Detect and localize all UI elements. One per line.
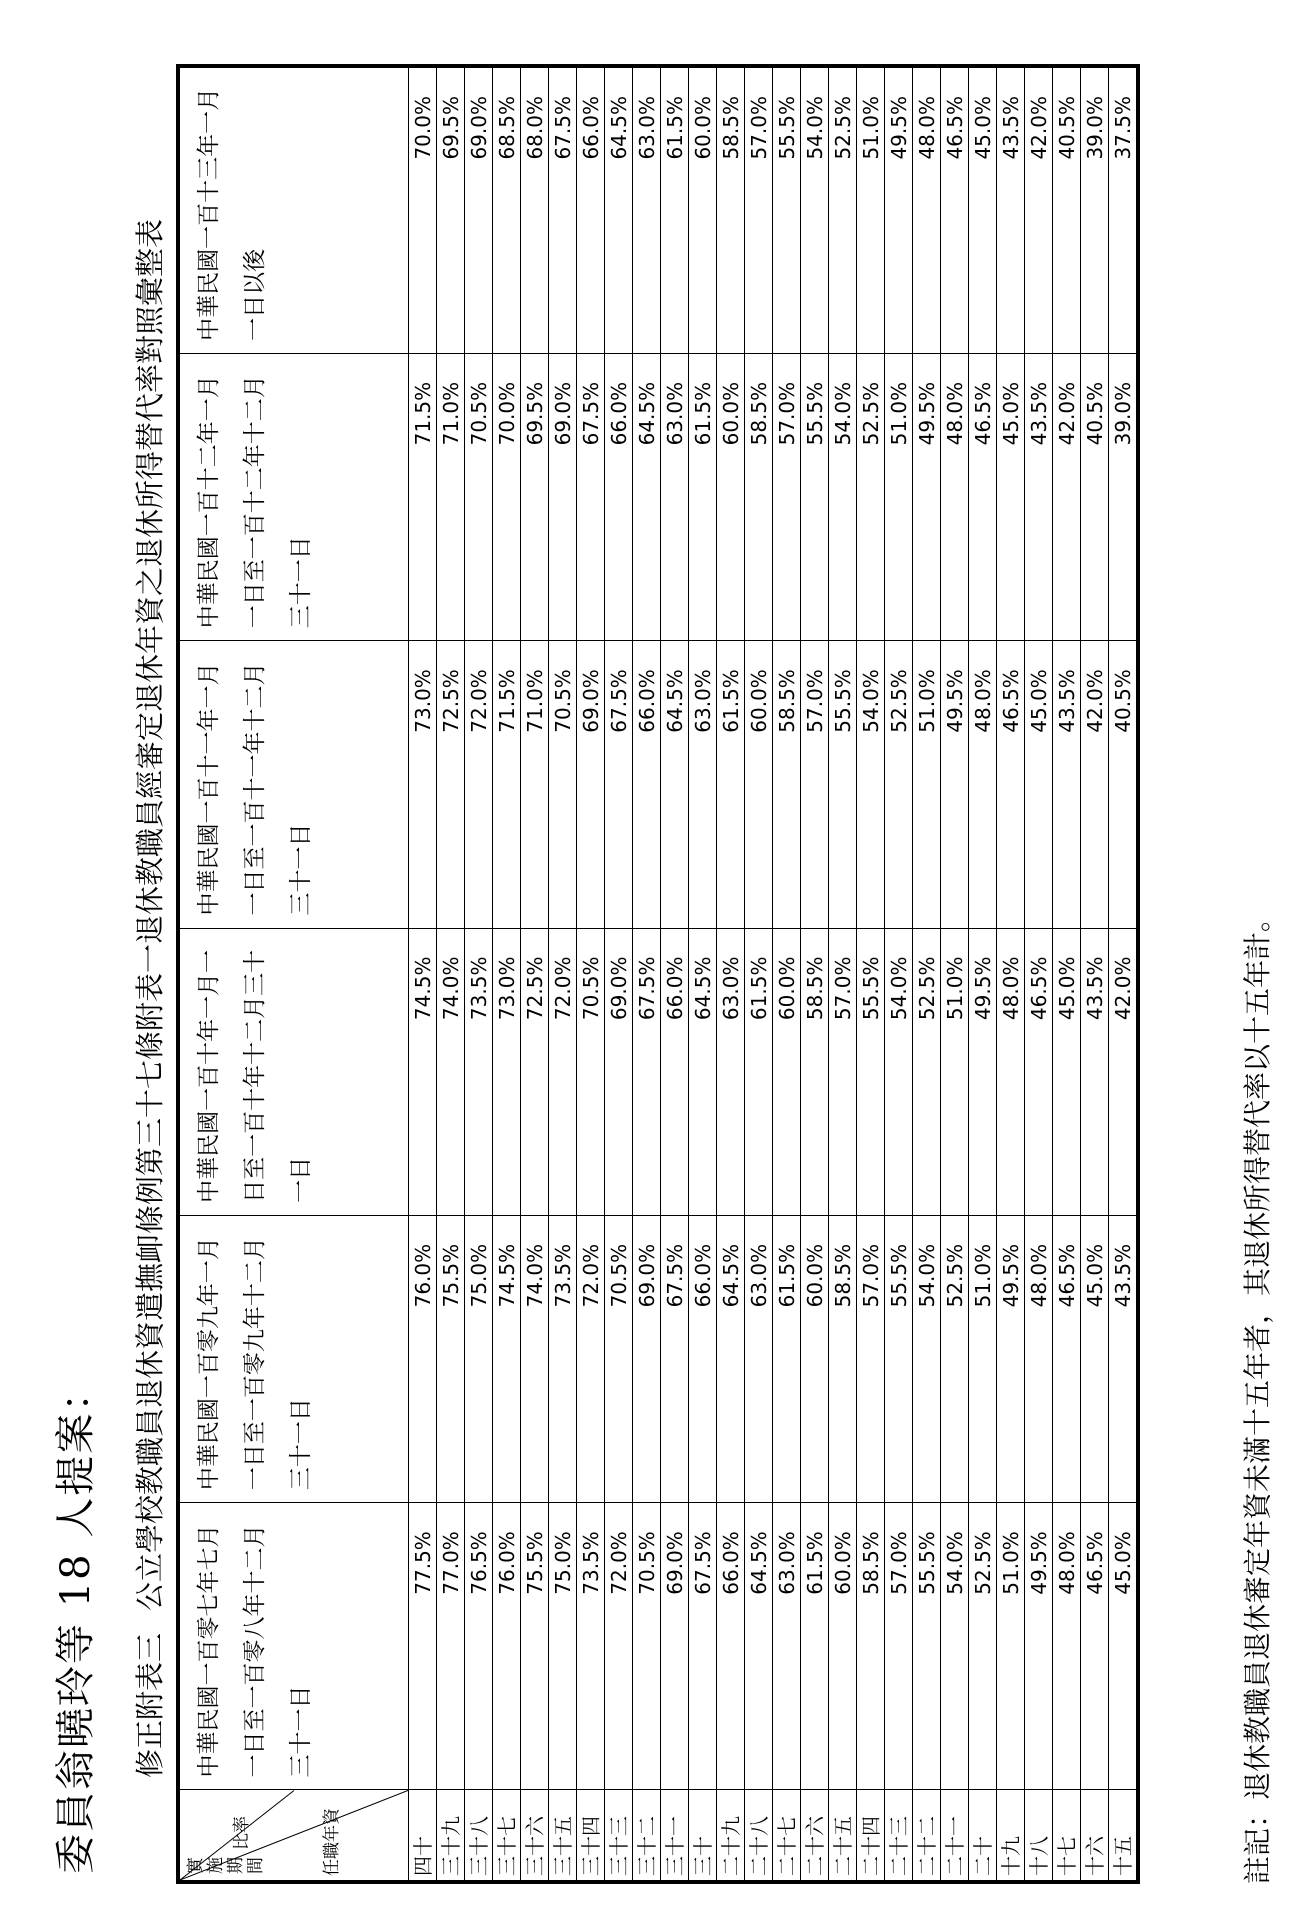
table-row: [689, 66, 717, 1882]
rate-cell: 55.5%: [801, 353, 829, 640]
rate-cell: 49.5%: [997, 1215, 1025, 1502]
rate-cell: 69.0%: [549, 353, 577, 640]
rate-cell: 42.0%: [1025, 66, 1053, 353]
rate-cell: 57.0%: [829, 928, 857, 1215]
years-cell: 十五: [1109, 1790, 1139, 1882]
table-row: [521, 66, 549, 1882]
rate-cell: 63.0%: [745, 1215, 773, 1502]
rate-cell: 42.0%: [1081, 641, 1109, 928]
rate-cell: 71.5%: [493, 641, 521, 928]
rate-cell: 61.5%: [717, 641, 745, 928]
table-row: [1081, 66, 1109, 1882]
years-cell: 三十五: [549, 1790, 577, 1882]
rate-cell: 69.5%: [437, 66, 465, 353]
rate-cell: 74.5%: [409, 928, 437, 1215]
rate-cell: 37.5%: [1109, 66, 1139, 353]
rate-cell: 72.0%: [605, 1503, 633, 1790]
years-cell: 十八: [1025, 1790, 1053, 1882]
years-cell: 十七: [1053, 1790, 1081, 1882]
rate-cell: 60.0%: [745, 641, 773, 928]
rate-cell: 57.0%: [773, 353, 801, 640]
column-header: 中華民國一百零七年七月一日至一百零八年十二月三十一日: [178, 1503, 409, 1790]
rate-cell: 73.5%: [577, 1503, 605, 1790]
rate-cell: 58.5%: [857, 1503, 885, 1790]
rate-cell: 46.5%: [1081, 1503, 1109, 1790]
rate-cell: 64.5%: [745, 1503, 773, 1790]
rate-cell: 67.5%: [549, 66, 577, 353]
rate-cell: 70.5%: [549, 641, 577, 928]
table-row: [773, 66, 801, 1882]
rate-cell: 72.5%: [521, 928, 549, 1215]
rate-cell: 46.5%: [1025, 928, 1053, 1215]
rate-cell: 45.0%: [969, 66, 997, 353]
table-row: [493, 66, 521, 1882]
rate-cell: 60.0%: [829, 1503, 857, 1790]
rate-cell: 45.0%: [1025, 641, 1053, 928]
table-row: [997, 66, 1025, 1882]
rate-cell: 70.5%: [465, 353, 493, 640]
rate-cell: 64.5%: [689, 928, 717, 1215]
rate-cell: 63.0%: [717, 928, 745, 1215]
table-row: [409, 66, 437, 1882]
years-cell: 二十八: [745, 1790, 773, 1882]
years-cell: 三十一: [661, 1790, 689, 1882]
rate-cell: 67.5%: [689, 1503, 717, 1790]
rate-cell: 46.5%: [969, 353, 997, 640]
rate-cell: 64.5%: [717, 1215, 745, 1502]
rate-cell: 43.5%: [1053, 641, 1081, 928]
rate-cell: 61.5%: [745, 928, 773, 1215]
rate-cell: 75.5%: [521, 1503, 549, 1790]
rate-cell: 69.5%: [521, 353, 549, 640]
rate-cell: 70.5%: [633, 1503, 661, 1790]
rate-cell: 72.0%: [465, 641, 493, 928]
rate-cell: 66.0%: [661, 928, 689, 1215]
rate-cell: 40.5%: [1109, 641, 1139, 928]
table-row: [577, 66, 605, 1882]
years-cell: 二十二: [913, 1790, 941, 1882]
rate-cell: 63.0%: [773, 1503, 801, 1790]
rate-cell: 51.0%: [941, 928, 969, 1215]
rate-cell: 63.0%: [661, 353, 689, 640]
years-cell: 三十七: [493, 1790, 521, 1882]
rate-cell: 68.5%: [493, 66, 521, 353]
rate-cell: 49.5%: [1025, 1503, 1053, 1790]
rate-cell: 46.5%: [941, 66, 969, 353]
years-cell: 二十六: [801, 1790, 829, 1882]
rate-cell: 49.5%: [885, 66, 913, 353]
rate-cell: 71.0%: [437, 353, 465, 640]
rate-cell: 54.0%: [829, 353, 857, 640]
rate-cell: 51.0%: [997, 1503, 1025, 1790]
rate-cell: 57.0%: [885, 1503, 913, 1790]
rate-cell: 51.0%: [857, 66, 885, 353]
rate-cell: 39.0%: [1081, 66, 1109, 353]
rate-cell: 52.5%: [941, 1215, 969, 1502]
rate-cell: 75.0%: [549, 1503, 577, 1790]
rate-cell: 58.5%: [717, 66, 745, 353]
rate-cell: 51.0%: [913, 641, 941, 928]
rate-cell: 51.0%: [885, 353, 913, 640]
rate-cell: 71.5%: [409, 353, 437, 640]
rate-cell: 69.0%: [605, 928, 633, 1215]
years-cell: 三十八: [465, 1790, 493, 1882]
rate-cell: 49.5%: [913, 353, 941, 640]
years-cell: 二十四: [857, 1790, 885, 1882]
rate-cell: 42.0%: [1109, 928, 1139, 1215]
replacement-rate-table: [176, 64, 1140, 1884]
column-header: 中華民國一百十三年一月一日以後: [178, 66, 409, 353]
rate-cell: 55.5%: [913, 1503, 941, 1790]
years-cell: 四十: [409, 1790, 437, 1882]
years-cell: 三十四: [577, 1790, 605, 1882]
proposal-heading: 委員翁曉玲等 18 人提案：: [53, 1369, 99, 1874]
rate-cell: 70.5%: [605, 1215, 633, 1502]
rate-cell: 55.5%: [857, 928, 885, 1215]
rate-cell: 39.0%: [1109, 353, 1139, 640]
table-row: [437, 66, 465, 1882]
rate-cell: 76.0%: [409, 1215, 437, 1502]
rate-cell: 52.5%: [885, 641, 913, 928]
rate-cell: 61.5%: [801, 1503, 829, 1790]
corner-ratio-label: 比率: [232, 1816, 252, 1850]
rate-cell: 60.0%: [801, 1215, 829, 1502]
rate-cell: 43.5%: [1109, 1215, 1139, 1502]
table-row: [969, 66, 997, 1882]
rate-cell: 54.0%: [913, 1215, 941, 1502]
rate-cell: 61.5%: [689, 353, 717, 640]
table-row: [465, 66, 493, 1882]
rate-cell: 72.0%: [577, 1215, 605, 1502]
rate-cell: 63.0%: [689, 641, 717, 928]
rate-cell: 70.0%: [409, 66, 437, 353]
rate-cell: 48.0%: [913, 66, 941, 353]
rate-cell: 40.5%: [1081, 353, 1109, 640]
rate-cell: 48.0%: [1025, 1215, 1053, 1502]
rate-cell: 58.5%: [801, 928, 829, 1215]
rate-cell: 77.0%: [437, 1503, 465, 1790]
corner-period-label: 實施期間: [186, 1857, 266, 1874]
rate-cell: 52.5%: [829, 66, 857, 353]
rate-cell: 46.5%: [1053, 1215, 1081, 1502]
rate-cell: 58.5%: [829, 1215, 857, 1502]
rate-cell: 67.5%: [633, 928, 661, 1215]
rate-cell: 49.5%: [941, 641, 969, 928]
rate-cell: 54.0%: [857, 641, 885, 928]
rate-cell: 52.5%: [969, 1503, 997, 1790]
rate-cell: 48.0%: [969, 641, 997, 928]
years-cell: 十九: [997, 1790, 1025, 1882]
rate-cell: 45.0%: [1053, 928, 1081, 1215]
rate-cell: 43.5%: [997, 66, 1025, 353]
rate-cell: 75.0%: [465, 1215, 493, 1502]
table-row: [829, 66, 857, 1882]
table-row: [633, 66, 661, 1882]
rate-cell: 54.0%: [885, 928, 913, 1215]
rate-cell: 66.0%: [689, 1215, 717, 1502]
rate-cell: 73.0%: [493, 928, 521, 1215]
rate-cell: 77.5%: [409, 1503, 437, 1790]
column-header: 中華民國一百零九年一月一日至一百零九年十二月三十一日: [178, 1215, 409, 1502]
rate-cell: 52.5%: [913, 928, 941, 1215]
rate-cell: 57.0%: [745, 66, 773, 353]
table-note: 註記：退休教職員退休審定年資未滿十五年者，其退休所得替代率以十五年計。: [1241, 903, 1274, 1884]
rate-cell: 63.0%: [633, 66, 661, 353]
rate-cell: 61.5%: [773, 1215, 801, 1502]
table-subtitle: [128, 219, 169, 1778]
rate-cell: 51.0%: [969, 1215, 997, 1502]
rate-cell: 66.0%: [577, 66, 605, 353]
rate-cell: 66.0%: [717, 1503, 745, 1790]
rate-cell: 75.5%: [437, 1215, 465, 1502]
rate-cell: 73.5%: [549, 1215, 577, 1502]
rate-cell: 46.5%: [997, 641, 1025, 928]
years-cell: 二十五: [829, 1790, 857, 1882]
table-row: [1025, 66, 1053, 1882]
rate-cell: 69.0%: [661, 1503, 689, 1790]
rate-cell: 54.0%: [801, 66, 829, 353]
rate-cell: 57.0%: [857, 1215, 885, 1502]
rate-cell: 55.5%: [773, 66, 801, 353]
years-cell: 十六: [1081, 1790, 1109, 1882]
rate-cell: 45.0%: [1081, 1215, 1109, 1502]
rate-cell: 67.5%: [661, 1215, 689, 1502]
table-row: [913, 66, 941, 1882]
rate-cell: 67.5%: [605, 641, 633, 928]
rate-cell: 74.0%: [521, 1215, 549, 1502]
column-header: 中華民國一百十二年一月一日至一百十二年十二月三十一日: [178, 353, 409, 640]
rate-cell: 74.5%: [493, 1215, 521, 1502]
rate-cell: 64.5%: [633, 353, 661, 640]
table-row: [857, 66, 885, 1882]
rate-cell: 60.0%: [773, 928, 801, 1215]
rate-cell: 57.0%: [801, 641, 829, 928]
years-cell: 三十二: [633, 1790, 661, 1882]
rate-cell: 55.5%: [829, 641, 857, 928]
table-row: [941, 66, 969, 1882]
years-cell: 二十: [969, 1790, 997, 1882]
years-cell: 三十三: [605, 1790, 633, 1882]
column-header: 中華民國一百十一年一月一日至一百十一年十二月三十一日: [178, 641, 409, 928]
rate-cell: 55.5%: [885, 1215, 913, 1502]
table-row: [717, 66, 745, 1882]
rate-cell: 60.0%: [717, 353, 745, 640]
years-cell: 二十九: [717, 1790, 745, 1882]
rate-cell: 68.0%: [521, 66, 549, 353]
rate-cell: 43.5%: [1081, 928, 1109, 1215]
rate-cell: 67.5%: [577, 353, 605, 640]
rate-cell: 70.5%: [577, 928, 605, 1215]
rate-cell: 69.0%: [633, 1215, 661, 1502]
rate-cell: 48.0%: [997, 928, 1025, 1215]
rate-cell: 64.5%: [661, 641, 689, 928]
table-row: [549, 66, 577, 1882]
years-cell: 三十六: [521, 1790, 549, 1882]
table-row: [1109, 66, 1139, 1882]
rate-cell: 42.0%: [1053, 353, 1081, 640]
rate-cell: 76.0%: [493, 1503, 521, 1790]
corner-years-label: 任職年資: [322, 1808, 342, 1876]
table-row: [885, 66, 913, 1882]
rate-cell: 60.0%: [689, 66, 717, 353]
table-row: [661, 66, 689, 1882]
rate-cell: 74.0%: [437, 928, 465, 1215]
table-row: [605, 66, 633, 1882]
rate-cell: 48.0%: [941, 353, 969, 640]
rate-cell: 72.5%: [437, 641, 465, 928]
rate-cell: 69.0%: [465, 66, 493, 353]
rate-cell: 61.5%: [661, 66, 689, 353]
table-row: [745, 66, 773, 1882]
table-row: [1053, 66, 1081, 1882]
rate-cell: 73.0%: [409, 641, 437, 928]
years-cell: 二十七: [773, 1790, 801, 1882]
subtitle-label: 修正附表三: [133, 1632, 167, 1778]
corner-header-cell: [178, 1790, 409, 1882]
years-cell: 二十一: [941, 1790, 969, 1882]
rate-cell: 49.5%: [969, 928, 997, 1215]
subtitle-title: 公立學校教職員退休資遣撫卹條例第三十七條附表一退休教職員經審定退休年資之退休所得替代率對照彙整表: [133, 218, 167, 1611]
rate-cell: 52.5%: [857, 353, 885, 640]
table-header-row: [178, 66, 409, 1882]
rate-cell: 45.0%: [1109, 1503, 1139, 1790]
rate-cell: 58.5%: [773, 641, 801, 928]
rate-cell: 64.5%: [605, 66, 633, 353]
rate-cell: 69.0%: [577, 641, 605, 928]
table-row: [801, 66, 829, 1882]
rate-cell: 58.5%: [745, 353, 773, 640]
rate-cell: 66.0%: [605, 353, 633, 640]
rate-cell: 48.0%: [1053, 1503, 1081, 1790]
rate-cell: 54.0%: [941, 1503, 969, 1790]
column-header: 中華民國一百十年一月一日至一百十年十二月三十一日: [178, 928, 409, 1215]
rate-cell: 72.0%: [549, 928, 577, 1215]
years-cell: 三十九: [437, 1790, 465, 1882]
rate-cell: 73.5%: [465, 928, 493, 1215]
years-cell: 三十: [689, 1790, 717, 1882]
rate-cell: 43.5%: [1025, 353, 1053, 640]
rate-cell: 71.0%: [521, 641, 549, 928]
rate-cell: 40.5%: [1053, 66, 1081, 353]
rate-cell: 76.5%: [465, 1503, 493, 1790]
rate-cell: 45.0%: [997, 353, 1025, 640]
years-cell: 二十三: [885, 1790, 913, 1882]
rate-cell: 70.0%: [493, 353, 521, 640]
rate-cell: 66.0%: [633, 641, 661, 928]
